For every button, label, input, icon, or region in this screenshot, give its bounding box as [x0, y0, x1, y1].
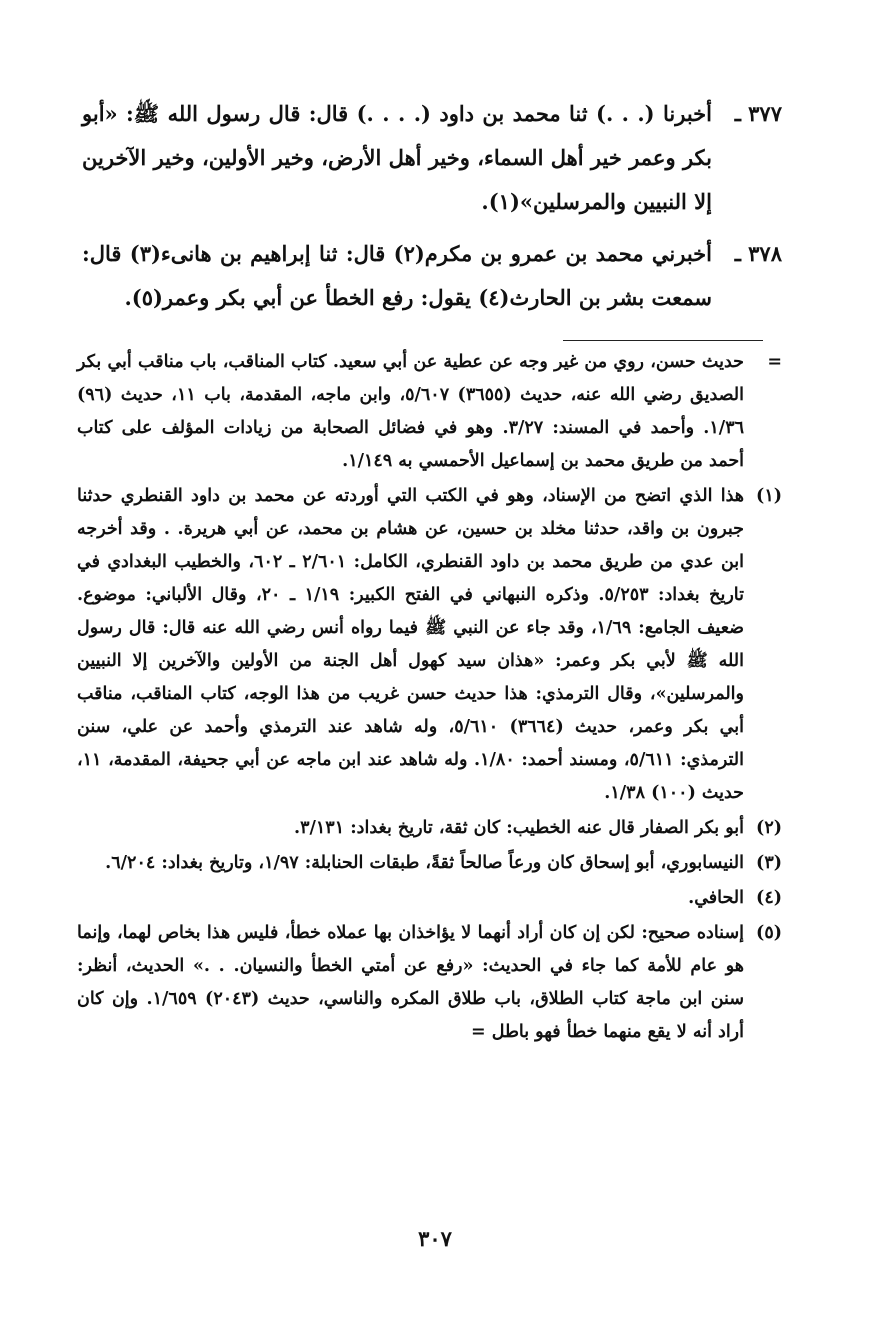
hadith-number: ٣٧٨ ـ	[734, 241, 782, 266]
footnote-text: هذا الذي اتضح من الإسناد، وهو في الكتب التي أوردته عن محمد بن داود القنطري حدثنا جبرون بن واقد، حدثنا مخلد بن حسين، عن هشام بن محمد، عن أبي هريرة. . وقد أخرجه ابن عدي من طريق محمد بن داود القنطري، الكامل: ٢/٦٠١ ـ ٦٠٢، والخطيب البغدادي في تاريخ بغداد: ٥/٢٥٣. وذكره النبهاني في الفتح الكبير: ١/١٩ ـ ٢٠، وقال الألباني: موضوع. ضعيف الجامع: ١/٦٩، وقد جاء عن النبي ﷺ فيما رواه أنس رضي الله عنه قال: قال رسول الله ﷺ لأبي بكر وعمر: «هذان سيد كهول أهل الجنة من الأولين والآخرين إلا النبيين والمرسلين»، وقال الترمذي: هذا حديث حسن غريب من هذا الوجه، كتاب المناقب، مناقب أبي بكر وعمر، حديث (٣٦٦٤) ٥/٦١٠، وله شاهد عند الترمذي وأحمد عن علي، سنن الترمذي: ٥/٦١١، ومسند أحمد: ١/٨٠. وله شاهد عند ابن ماجه عن أبي جحيفة، المقدمة، ١١، حديث (١٠٠) ١/٣٨.	[77, 486, 745, 803]
footnote-3	[77, 847, 782, 880]
hadith-number: ٣٧٧ ـ	[734, 101, 782, 126]
footnote-text: الحافي.	[688, 888, 744, 908]
page-number: ٣٠٧	[418, 1226, 452, 1251]
footnote-4	[77, 882, 782, 915]
footnote-text: أبو بكر الصفار قال عنه الخطيب: كان ثقة، تاريخ بغداد: ٣/١٣١.	[294, 818, 744, 838]
footnote-marker: (٥)	[756, 923, 782, 943]
footnotes	[77, 346, 782, 1051]
footnote-marker: (١)	[756, 486, 782, 506]
footnote-text: إسناده صحيح: لكن إن كان أراد أنهما لا يؤاخذان بها عملاه خطأ، فليس هذا بخاص لهما، وإنما هو عام للأمة كما جاء في الحديث: «رفع عن أمتي الخطأ والنسيان. . .» الحديث، أنظر: سنن ابن ماجة كتاب الطلاق، باب طلاق المكره والناسي، حديث (٢٠٤٣) ١/٦٥٩. وإن كان أراد أنه لا يقع منهما خطأ فهو باطل =	[77, 923, 744, 1042]
footnote-marker: (٤)	[756, 888, 782, 908]
footnote-continuation	[77, 346, 782, 478]
footnote-2	[77, 812, 782, 845]
footnote-text: حديث حسن، روي من غير وجه عن عطية عن أبي سعيد. كتاب المناقب، باب مناقب أبي بكر الصديق رضي الله عنه، حديث (٣٦٥٥) ٥/٦٠٧، وابن ماجه، المقدمة، باب ١١، حديث (٩٦) ١/٣٦. وأحمد في المسند: ٣/٢٧. وهو في فضائل الصحابة من زيادات المؤلف على كتاب أحمد من طريق محمد بن إسماعيل الأحمسي به ١/١٤٩.	[77, 352, 745, 471]
hadith-377	[82, 92, 782, 224]
hadith-378	[82, 232, 782, 320]
footnote-marker: (٢)	[756, 818, 782, 838]
footnote-5	[77, 917, 782, 1049]
hadith-text: أخبرنا (. . .) ثنا محمد بن داود (. . . .) قال: قال رسول الله ﷺ: «أبو بكر وعمر خير أهل السماء، وخير أهل الأرض، وخير الأولين، وخير الآخرين إلا النبيين والمرسلين»(١).	[82, 101, 712, 214]
footnote-1	[77, 480, 782, 810]
hadith-text: أخبرني محمد بن عمرو بن مكرم(٢) قال: ثنا إبراهيم بن هانىء(٣) قال: سمعت بشر بن الحارث(٤) يقول: رفع الخطأ عن أبي بكر وعمر(٥).	[82, 241, 713, 310]
footnote-separator	[563, 340, 763, 341]
footnote-marker: =	[767, 352, 782, 372]
footnote-text: النيسابوري، أبو إسحاق كان ورعاً صالحاً ثقةً، طبقات الحنابلة: ١/٩٧، وتاريخ بغداد: ٦/٢٠٤.	[105, 853, 744, 873]
footnote-marker: (٣)	[756, 853, 782, 873]
main-text	[82, 92, 782, 328]
